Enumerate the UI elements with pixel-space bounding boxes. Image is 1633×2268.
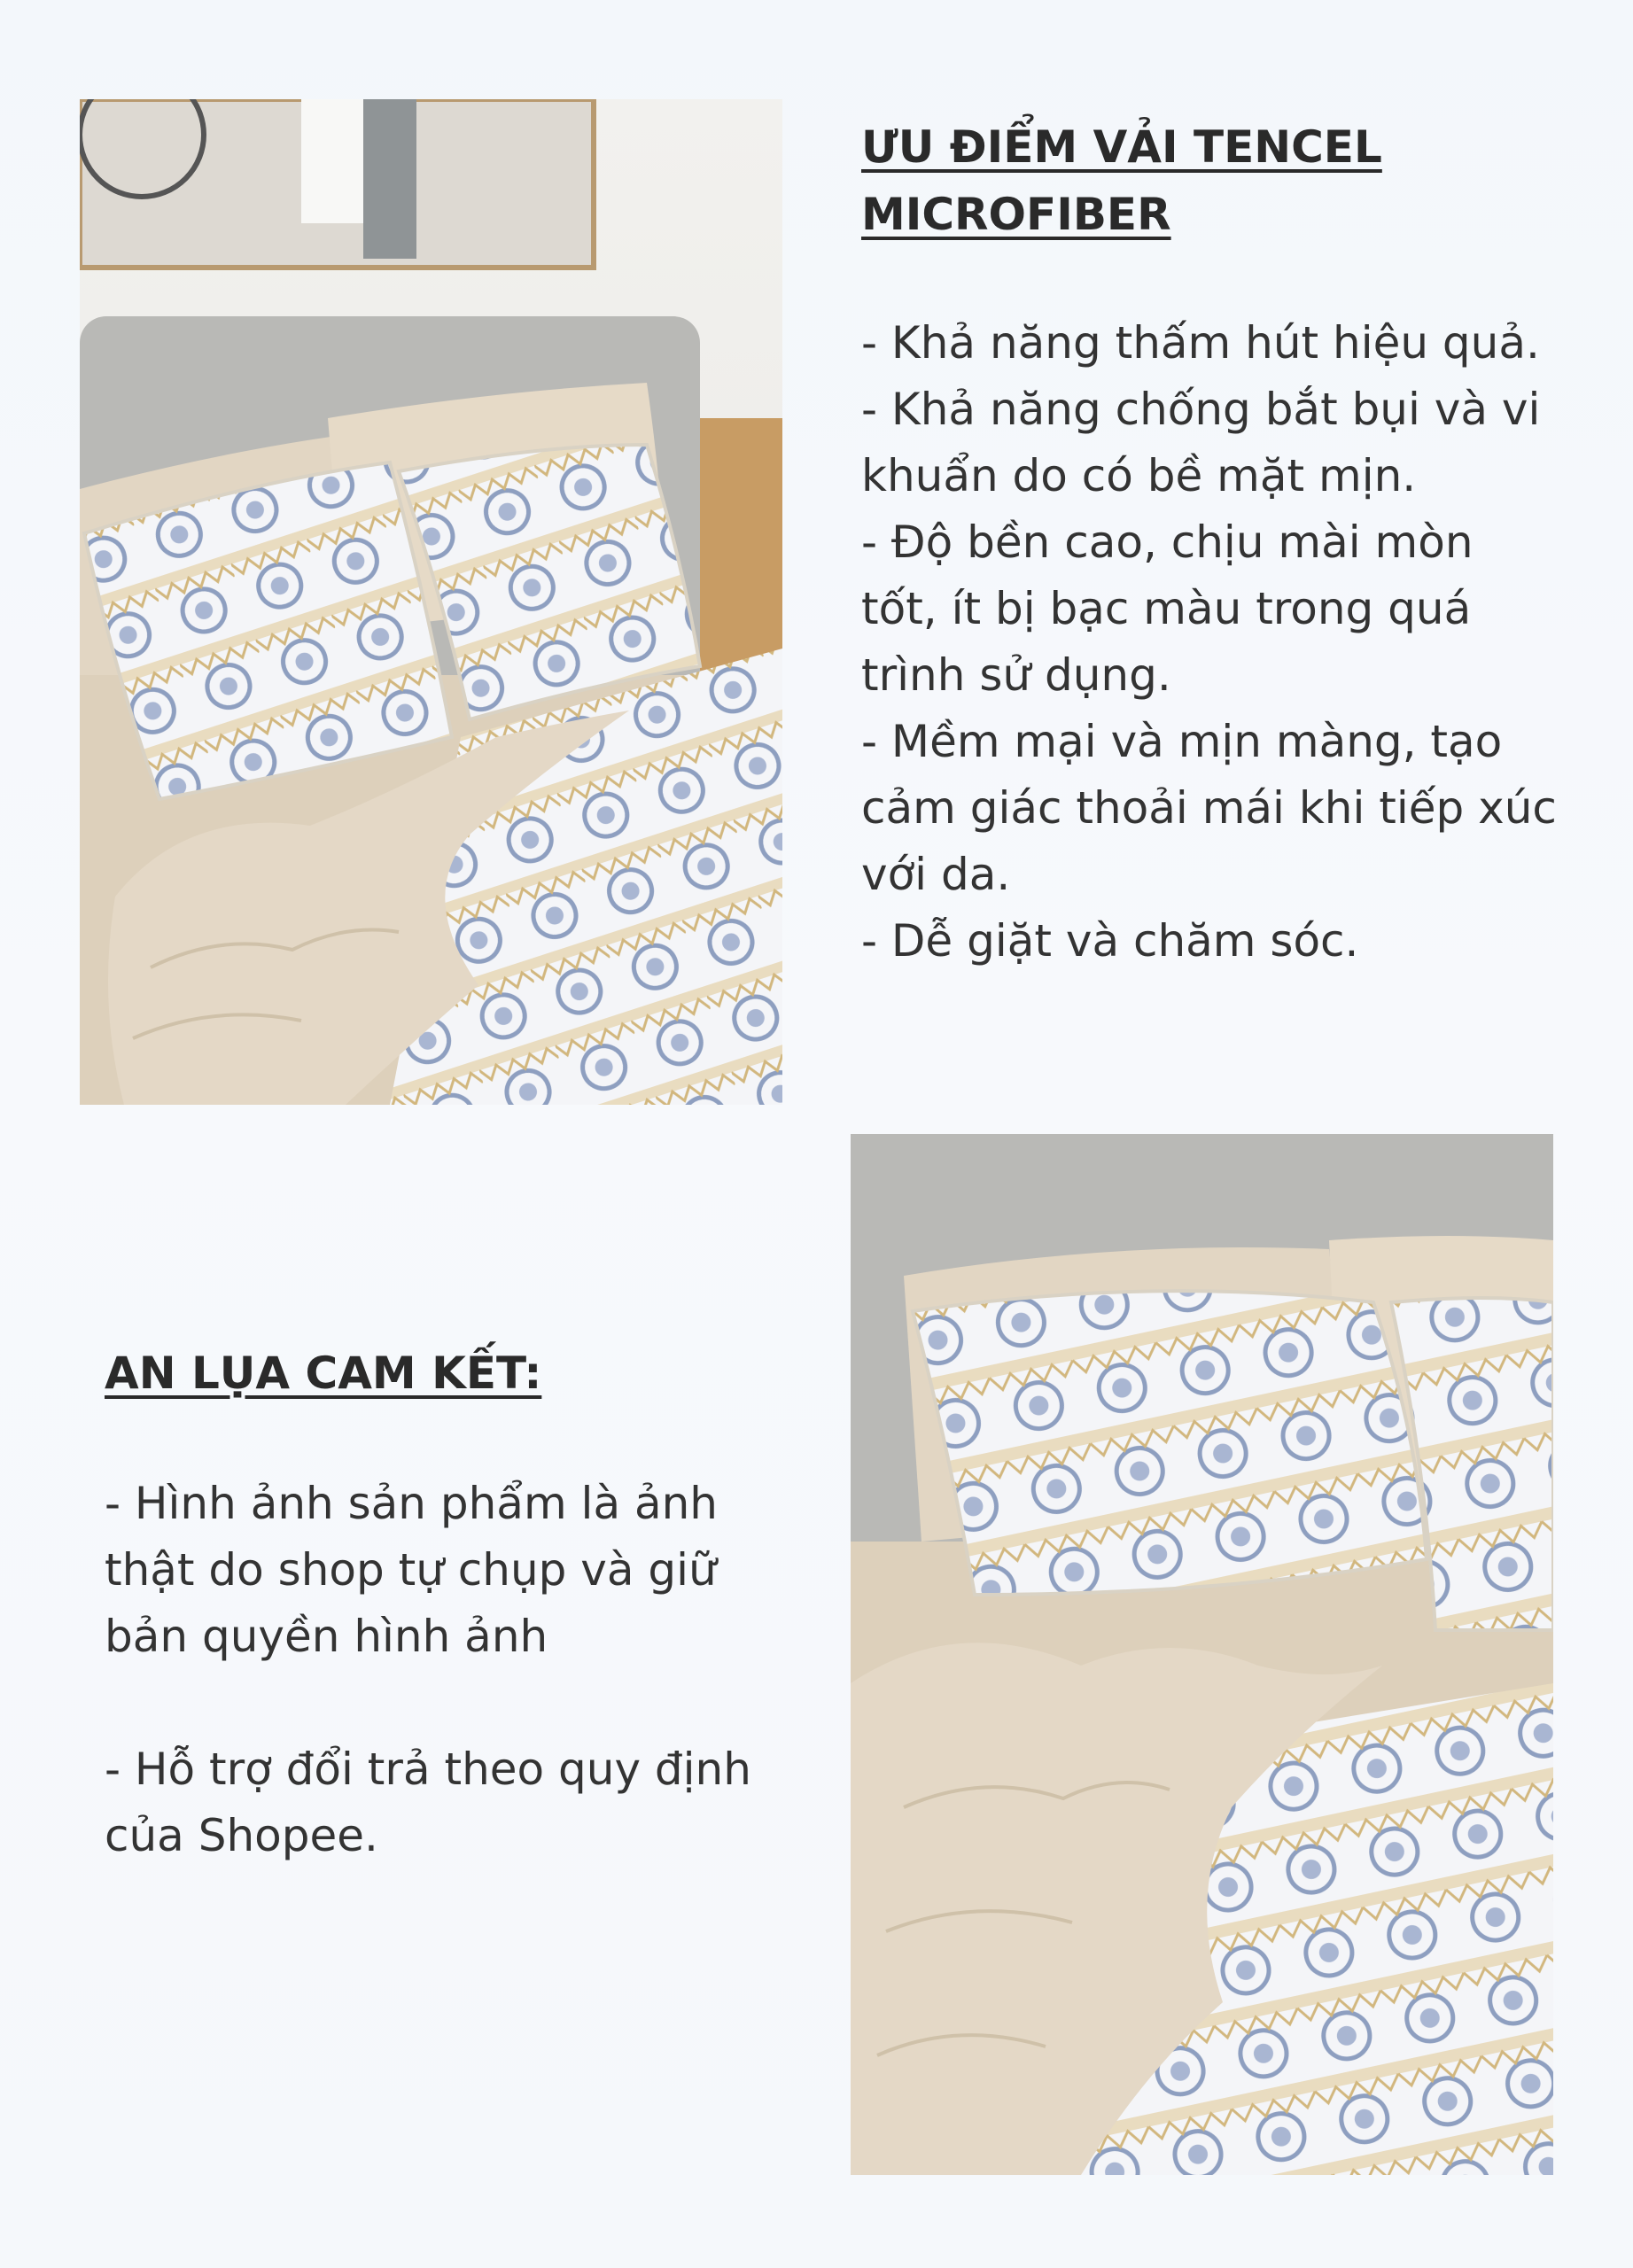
list-item: - Dễ giặt và chăm sóc. xyxy=(861,915,1359,967)
list-item: - Hình ảnh sản phẩm là ảnh thật do shop tự chụp và giữ bản quyền hình ảnh xyxy=(105,1478,718,1662)
list-item: - Độ bền cao, chịu mài mòn tốt, ít bị bạc màu trong quá trình sử dụng. xyxy=(861,517,1474,701)
list-item: - Khả năng chống bắt bụi và vi khuẩn do có bề mặt mịn. xyxy=(861,384,1541,501)
bedding-photo-top xyxy=(80,99,782,1105)
fabric-benefits-list xyxy=(861,310,1561,975)
list-item: - Mềm mại và mịn màng, tạo cảm giác thoải mái khi tiếp xúc với da. xyxy=(861,716,1557,900)
bedroom-scene-illustration xyxy=(80,99,782,1105)
commitment-section xyxy=(105,1340,813,1936)
bedroom-closeup-illustration xyxy=(851,1134,1553,2175)
list-item: - Khả năng thấm hút hiệu quả. xyxy=(861,317,1540,369)
bedding-photo-bottom xyxy=(851,1134,1553,2175)
fabric-benefits-title: ƯU ĐIỂM VẢI TENCEL MICROFIBER xyxy=(861,121,1382,240)
commitment-title: AN LỤA CAM KẾT: xyxy=(105,1348,542,1399)
fabric-benefits-section xyxy=(861,113,1561,975)
commitment-list xyxy=(105,1471,813,1869)
list-item: - Hỗ trợ đổi trả theo quy định của Shopee. xyxy=(105,1744,751,1861)
